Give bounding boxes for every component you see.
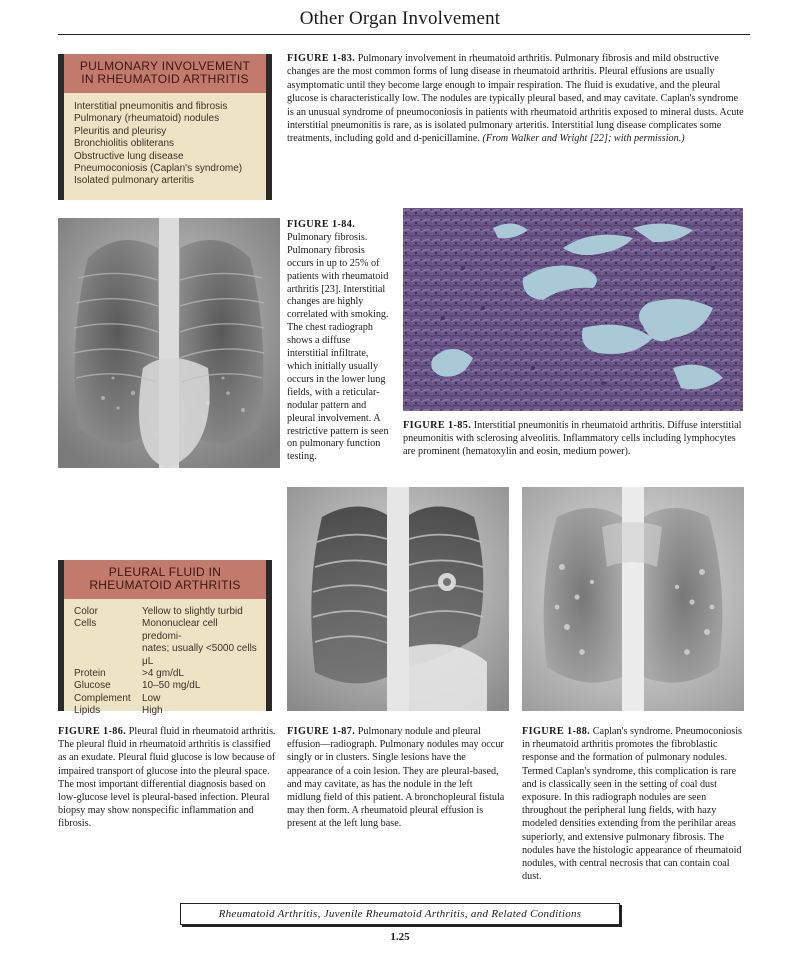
row-label: Protein: [74, 668, 106, 680]
list-item: Isolated pulmonary arteritis: [74, 175, 195, 187]
figure-label: FIGURE 1-88.: [522, 726, 591, 737]
pulmonary-involvement-table: [58, 54, 272, 200]
header-rule: [58, 34, 750, 35]
list-item: Pneumoconiosis (Caplan's syndrome): [74, 163, 243, 175]
caption-text: Pleural fluid in rheumatoid arthritis. The pleural fluid in rheumatoid arthritis is classified as an exudate. Pleural fluid glucose is low because of impaired transport of glucose into the pleural space. The most important differential diagnosis based on low-glucose level is pleural-based infection. Pleural biopsy may show nonspecific inflammation and fibrosis.: [58, 726, 276, 830]
chest-radiograph-nodule: [287, 487, 509, 711]
histology-micrograph: [403, 208, 743, 411]
table-row: [74, 680, 258, 692]
figure-label: FIGURE 1-86.: [58, 726, 127, 737]
figure-85-caption: [403, 419, 745, 459]
table-title: PULMONARY INVOLVEMENT IN RHEUMATOID ARTHRITIS: [64, 54, 266, 93]
caption-text: Pulmonary fibrosis. Pulmonary fibrosis occurs in up to 25% of patients with rheumatoid arthritis [23]. Interstitial changes are highly correlated with smoking. The chest radiograph shows a diffuse interstitial infiltrate, which initially usually occurs in the lower lung fields, with a reticular-nodular pattern and pleural involvement. A restrictive pattern is seen on pulmonary function testing.: [287, 231, 389, 463]
table-title: PLEURAL FLUID IN RHEUMATOID ARTHRITIS: [64, 560, 266, 599]
caption-text: Interstitial pneumonitis in rheumatoid arthritis. Diffuse interstitial pneumonitis with sclerosing alveolitis. Inflammatory cells including lymphocytes are prominent (hematoxylin and eosin, medium power).: [403, 420, 742, 458]
page-number: 1.25: [390, 931, 410, 943]
figure-label: FIGURE 1-87.: [287, 726, 356, 737]
row-value: >4 gm/dL: [142, 668, 184, 680]
figure-87-caption: [287, 725, 507, 831]
caption-text: Pulmonary nodule and pleural effusion—radiograph. Pulmonary nodules may occur singly or in clusters. Single lesions have the appearance of a coin lesion. They are pleural-based, and may cavitate, as has the nodule in the left midlung field of this patient. A bronchopleural fistula may then form. A rheumatoid pleural effusion is present at the left lung base.: [287, 726, 505, 830]
caption-source: (From Walker and Wright [22]; with permission.): [482, 133, 685, 145]
table-row: [74, 606, 258, 618]
row-label: Complement: [74, 692, 131, 704]
list-item: Pleuritis and pleurisy: [74, 125, 167, 137]
list-item: Interstitial pneumonitis and fibrosis: [74, 101, 228, 112]
figure-86-caption: [58, 725, 276, 831]
row-label: Cells: [74, 618, 97, 630]
figure-label: FIGURE 1-84.: [287, 219, 356, 230]
row-value: Mononuclear cell predomi- nates; usually <5000 cells μL: [142, 618, 257, 667]
figure-label: FIGURE 1-83.: [287, 53, 356, 64]
row-value: Low: [142, 692, 161, 704]
list-item: Bronchiolitis obliterans: [74, 138, 175, 150]
figure-84-caption: [287, 219, 393, 464]
list-item: Pulmonary (rheumatoid) nodules: [74, 113, 220, 125]
table-row: [74, 668, 258, 680]
table-row: [74, 618, 258, 668]
row-label: Lipids: [74, 705, 101, 717]
figure-label: FIGURE 1-85.: [403, 420, 472, 431]
row-value: Yellow to slightly turbid: [142, 606, 243, 617]
running-footer: [180, 903, 620, 925]
caption-text: Caplan's syndrome. Pneumoconiosis in rheumatoid arthritis promotes the fibroblastic response and the formation of pulmonary nodules. Termed Caplan's syndrome, this complication is rare and is classically seen in the setting of coal dust exposure. In this radiograph nodules are seen throughout the peripheral lung fields, with hazy modeled densities extending from the perihilar areas superiorly, and extensive pulmonary fibrosis. The nodules have the histologic appearance of rheumatoid nodules, with central necrosis that can contain coal dust.: [522, 726, 743, 883]
figure-83-caption: [287, 52, 747, 146]
chest-radiograph-fibrosis: [58, 218, 280, 468]
list-item: Obstructive lung disease: [74, 150, 184, 162]
book-title: Rheumatoid Arthritis, Juvenile Rheumatoid Arthritis, and Related Conditions: [218, 908, 582, 920]
row-label: Glucose: [74, 680, 111, 692]
table-row: [74, 705, 258, 717]
row-value: High: [142, 705, 163, 717]
figure-88-caption: [522, 725, 744, 883]
row-value: 10–50 mg/dL: [142, 680, 201, 692]
chest-radiograph-caplan: [522, 487, 744, 711]
row-label: Color: [74, 606, 98, 617]
table-row: [74, 693, 258, 705]
pleural-fluid-table: [58, 560, 272, 717]
caption-text: Pulmonary involvement in rheumatoid arthritis. Pulmonary fibrosis and mild obstructive changes are the most common forms of lung disease in rheumatoid arthritis. Pleural effusions are usually asymptomatic until they become large enough to impair respiration. The fluid is exudative, and the pleural glucose is characteristically low. The nodules are typically pleural based, and may cavitate. Caplan's syndrome is an unusual syndrome of pneumoconiosis in patients with rheumatoid arthritis exposed to mineral dusts. Acute interstitial pneumonitis is rare, as is isolated pulmonary arteritis. Interstitial lung disease complicates some treatments, including gold and d-penicillamine.: [287, 53, 744, 145]
page-title: Other Organ Involvement: [299, 8, 501, 29]
